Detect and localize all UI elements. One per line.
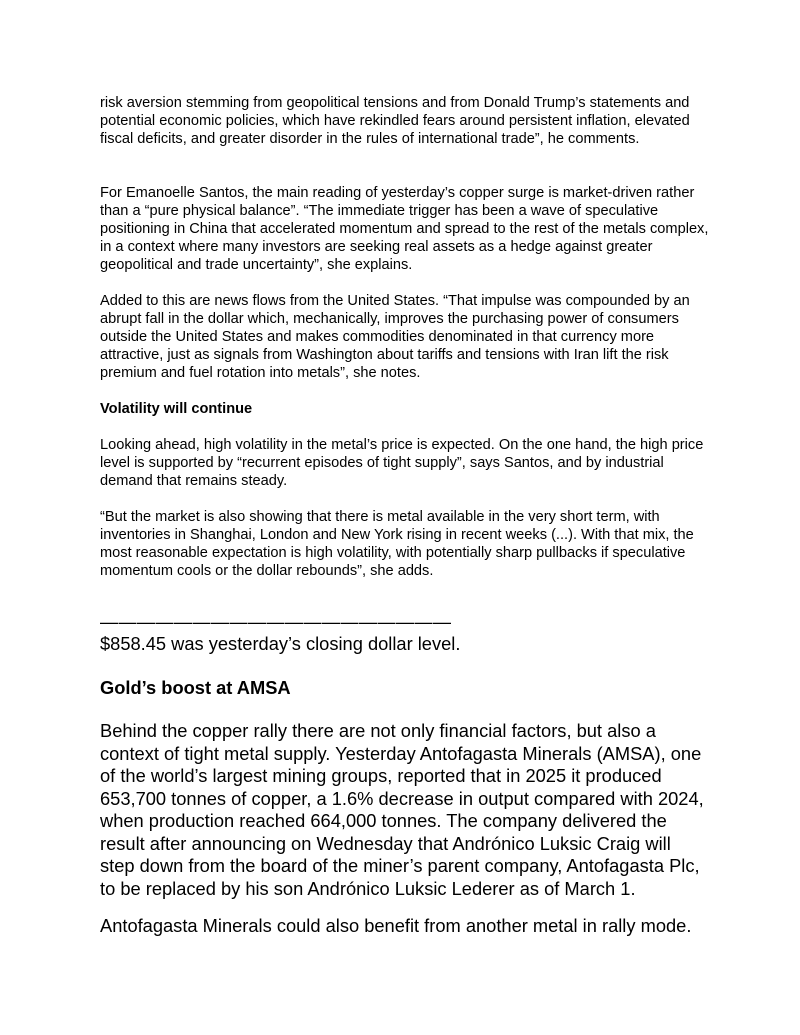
closing-price-stat: $858.45 was yesterday’s closing dollar level. — [100, 633, 461, 654]
paragraph-us-news: Added to this are news flows from the United States. “That impulse was compounded by an abrupt fall in the dollar which, mechanically, improves the purchasing power of consumers outside the United States and makes commodities denominated in that currency more attractive, just as signals from Washington about tariffs and tensions with Iran lift the risk premium and fuel rotation into metals”, she notes. — [100, 293, 690, 381]
paragraph-outlook: Looking ahead, high volatility in the metal’s price is expected. On the one hand, the high price level is supported by “recurrent episodes of tight supply”, says Santos, and by industrial demand that remains steady. — [100, 437, 704, 489]
paragraph-market-quote: “But the market is also showing that there is metal available in the very short term, with inventories in Shanghai, London and New York rising in recent weeks (...). With that mix, the most reasonable expectation is high volatility, with potentially sharp pullbacks if speculative momentum cools or the dollar rebounds”, she adds. — [100, 509, 694, 579]
subheading-volatility: Volatility will continue — [100, 401, 253, 417]
paragraph-risk-aversion: risk aversion stemming from geopolitical tensions and from Donald Trump’s statements and potential economic policies, which have rekindled fears around persistent inflation, elevated fiscal deficits, and greater disorder in the rules of international trade”, he comments. — [100, 95, 690, 147]
paragraph-amsa-output: Behind the copper rally there are not only financial factors, but also a context of tight metal supply. Yesterday Antofagasta Minerals (AMSA), one of the world’s largest mining groups, reported that in 2025 it produced 653,700 tonnes of copper, a 1.6% decrease in output compared with 2024, when production reached 664,000 tonnes. The company delivered the result after announcing on Wednesday that Andrónico Luksic Craig will step down from the board of the miner’s parent company, Antofagasta Plc, to be replaced by his son Andrónico Luksic Lederer as of March 1. — [100, 720, 704, 899]
paragraph-another-metal: Antofagasta Minerals could also benefit from another metal in rally mode. — [100, 915, 692, 936]
section-heading-amsa: Gold’s boost at AMSA — [100, 677, 291, 698]
divider-rule: ——————————————————— — [100, 612, 452, 632]
paragraph-santos-reading: For Emanoelle Santos, the main reading of yesterday’s copper surge is market-driven rather than a “pure physical balance”. “The immediate trigger has been a wave of speculative positioning in China that accelerated momentum and spread to the rest of the metals complex, in a context where many investors are seeking real assets as a hedge against greater geopolitical and trade uncertainty”, she explains. — [100, 185, 709, 273]
